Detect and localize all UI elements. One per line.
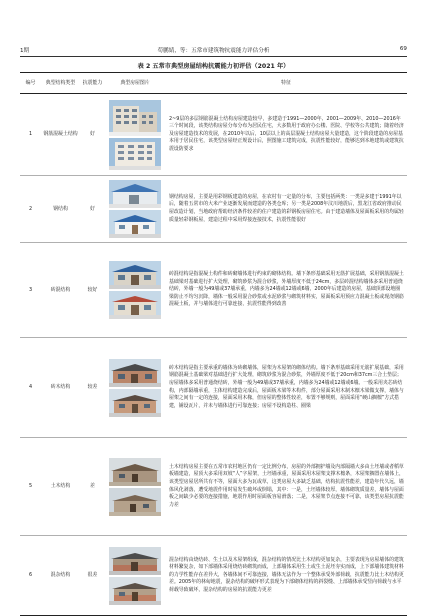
table-caption: 表 2 五常市典型房屋结构抗震能力初评估（2021 年） [137,63,290,70]
steel-warehouse-photo [109,180,161,208]
table-row [20,243,407,338]
row-photo [105,536,165,616]
earth-wood-house-photo [109,488,161,516]
row-ability: 好 [80,94,105,176]
row-type: 混杂结构 [41,536,80,616]
running-header [20,44,407,57]
row-no: 6 [20,536,41,616]
row-no: 2 [20,176,41,243]
running-title: 苟鹏婧，等：五常市建筑物抗震能力评估分析 [157,48,270,54]
table-row [20,176,407,243]
col-header-ability: 抗震能力 [80,73,105,94]
row-no: 1 [20,94,41,176]
col-header-photo: 典型房屋图片 [105,73,165,94]
structure-table [20,72,407,616]
table-row [20,438,407,536]
row-photo [105,338,165,438]
row-photo [105,176,165,243]
row-feature: 砖木结构是指主要承重的墙体为砖砌墙体，屋架为木屋架的砌体结构。墙下条形基础采用无筋扩展基础，采用钢筋混凝土基础梁对基础进行扩大处理，砌筑砂浆为混合砂浆，外墙厚度不低于20cm和37cm三合土垫层；房屋墙体多采用普通烧结砖，外墙一般为49墙或37墙承重，内墙多为24墙或12墙或6墙。一般采用夹芯砖结构，内部隔墙承重，主体结构建造完成后，屋面板木梁等木构件，部分屋面采用木制木檩木梁做支撑，墙体与屋架之间有一定的连接，屋面采用木椽，但房屋的整体性较差，布置不够规则，屋面采用“硬山搁檩”方式搭建，铺设瓦片，并未与墙体进行可靠连接；房屋不设构造柱、圈梁 [165,338,407,438]
col-header-no: 编号 [20,73,41,94]
page-number: 69 [399,46,407,52]
row-type: 砖木结构 [41,338,80,438]
row-no: 5 [20,438,41,536]
col-header-type: 典型结构类型 [41,73,80,94]
row-type: 钢结构 [41,176,80,243]
concrete-building-photo [109,138,161,170]
mixed-structure-house-photo [109,577,161,605]
row-type: 钢筋混凝土结构 [41,94,80,176]
steel-house-photo [109,210,161,238]
table-row [20,338,407,438]
row-feature: 土木结构房屋主要在五常市农村地区仍有一定比例分布，房屋的外部拥护墙及内部隔墙大多由土坯墙或者稻草板墙建造，屋顶大多采用双坡“人”字屋架，土坯墙承重，屋面采用木屋架支撑木檩条，木屋架搁置在墙体上，该类型房屋居所共有不等，屋面大多为瓦或草，这类房屋大多缺乏基础，结构抗震性能差，建造年代久远，墙体风化剥落，遭受地震作用时易发生破坏或倒塌，其中：一是，土坯墙体较厚，墙体砌筑质量差，墙体与屋面板之间缺少必要的连接措施，地震作用时屋面板容易滑落；二是，木屋架节点连接不可靠，该类型房屋抗震能力差 [165,438,407,536]
row-ability: 较好 [80,243,105,338]
row-ability: 很差 [80,536,105,616]
issue-number: 1期 [20,48,30,54]
brick-concrete-house-photo [109,291,161,319]
row-type: 砖混结构 [41,243,80,338]
row-ability: 较差 [80,338,105,438]
earth-wood-house-photo [109,458,161,486]
col-header-feature: 特征 [165,73,407,94]
row-photo [105,243,165,338]
row-type: 土木结构 [41,438,80,536]
row-ability: 差 [80,438,105,536]
row-feature: 钢结构房屋，主要是用彩钢板建造的房屋，在农村有一定量的分布，主要包括两类：一类是多建于1991年以后，随着五常市的大米产业逐渐发展而建造的各类仓库；另一类是2008年汶川地震后，黑龙江省政府推动民屋改造计划，当地政府帮助经济条件较差的住户建造的彩钢板房屋住宅。由于建造墙体及屋面板采用的均属轻质量轻彩钢板屋，建造过程中采用焊接连接技术，抗震性能很好 [165,176,407,243]
table-header-row [20,73,407,94]
row-feature: 砖混结构是指混凝土构件和砖砌墙体进行约束的砌体结构。墙下条形基础采用无筋扩展基础，采用钢筋混凝土基础梁对基础进行扩大处理，砌筑砂浆为混合砂浆，外墙厚度不低于24cm，多层砖混结构墙体多采用普通烧结砖，外墙一般为49墙或37墙承重，内墙多为24墙或12墙或6墙，2000年后建造的房屋，基础顶部设地圈梁防止不均匀沉降，墙体一般采用混合砂浆或水泥砂浆与砌筑材料实，屋面板采用预应力混凝土板或现浇钢筋混凝土板，并与墙体进行可靠连接，抗震性能得到改善 [165,243,407,338]
brick-concrete-house-photo [109,261,161,289]
concrete-building-photo [109,100,161,136]
table-row [20,94,407,176]
row-no: 3 [20,243,41,338]
mixed-structure-house-photo [109,547,161,575]
row-feature: 2~9层的多层钢筋混凝土结构房屋建造较早，多建造于1991—2000年、2001—2009年、2010—2016年三个时间段，该类结构房屋分布分布为居民住宅，大多数用于政府办公楼、医院、学校等公共建筑；随着经济及房屋建造技术的发展，在2010年以后，10层以上的高层混凝土结构房屋大量建造，这个阶段建造的房屋基本用于居民住宅，该类型房屋经正规设计后，照图施工建筑完成，抗震性能较好，能够达到本地建筑或建筑抗震设防要求 [165,94,407,176]
row-feature: 混杂结构由烧结砖、生土以及木屋架组成，混杂结构的情况比土木结构更加复杂，主要表现为房屋墙体的建筑材料繁复杂，如下部墙体采用烧结砖砌筑而成，上部墙体采用生土或生土泥坯夯实而成，上下部墙体建筑材料的力学性能存在差异大，各墙体间不可靠连接，墙体无法作为一个整体承受外部荷载，抗震能力比土木结构更差。2005年的林甸地震，混杂结构的破坏形式表现为下部砌体结构的斜裂缝、上部墙体承受竖向荷载与水平荷载导致破坏，混杂结构的房屋的抗震能力更差 [165,536,407,616]
row-photo [105,94,165,176]
row-photo [105,438,165,536]
row-no: 4 [20,338,41,438]
table-row [20,536,407,616]
row-ability: 好 [80,176,105,243]
brick-wood-house-photo [109,389,161,417]
brick-wood-house-photo [109,359,161,387]
